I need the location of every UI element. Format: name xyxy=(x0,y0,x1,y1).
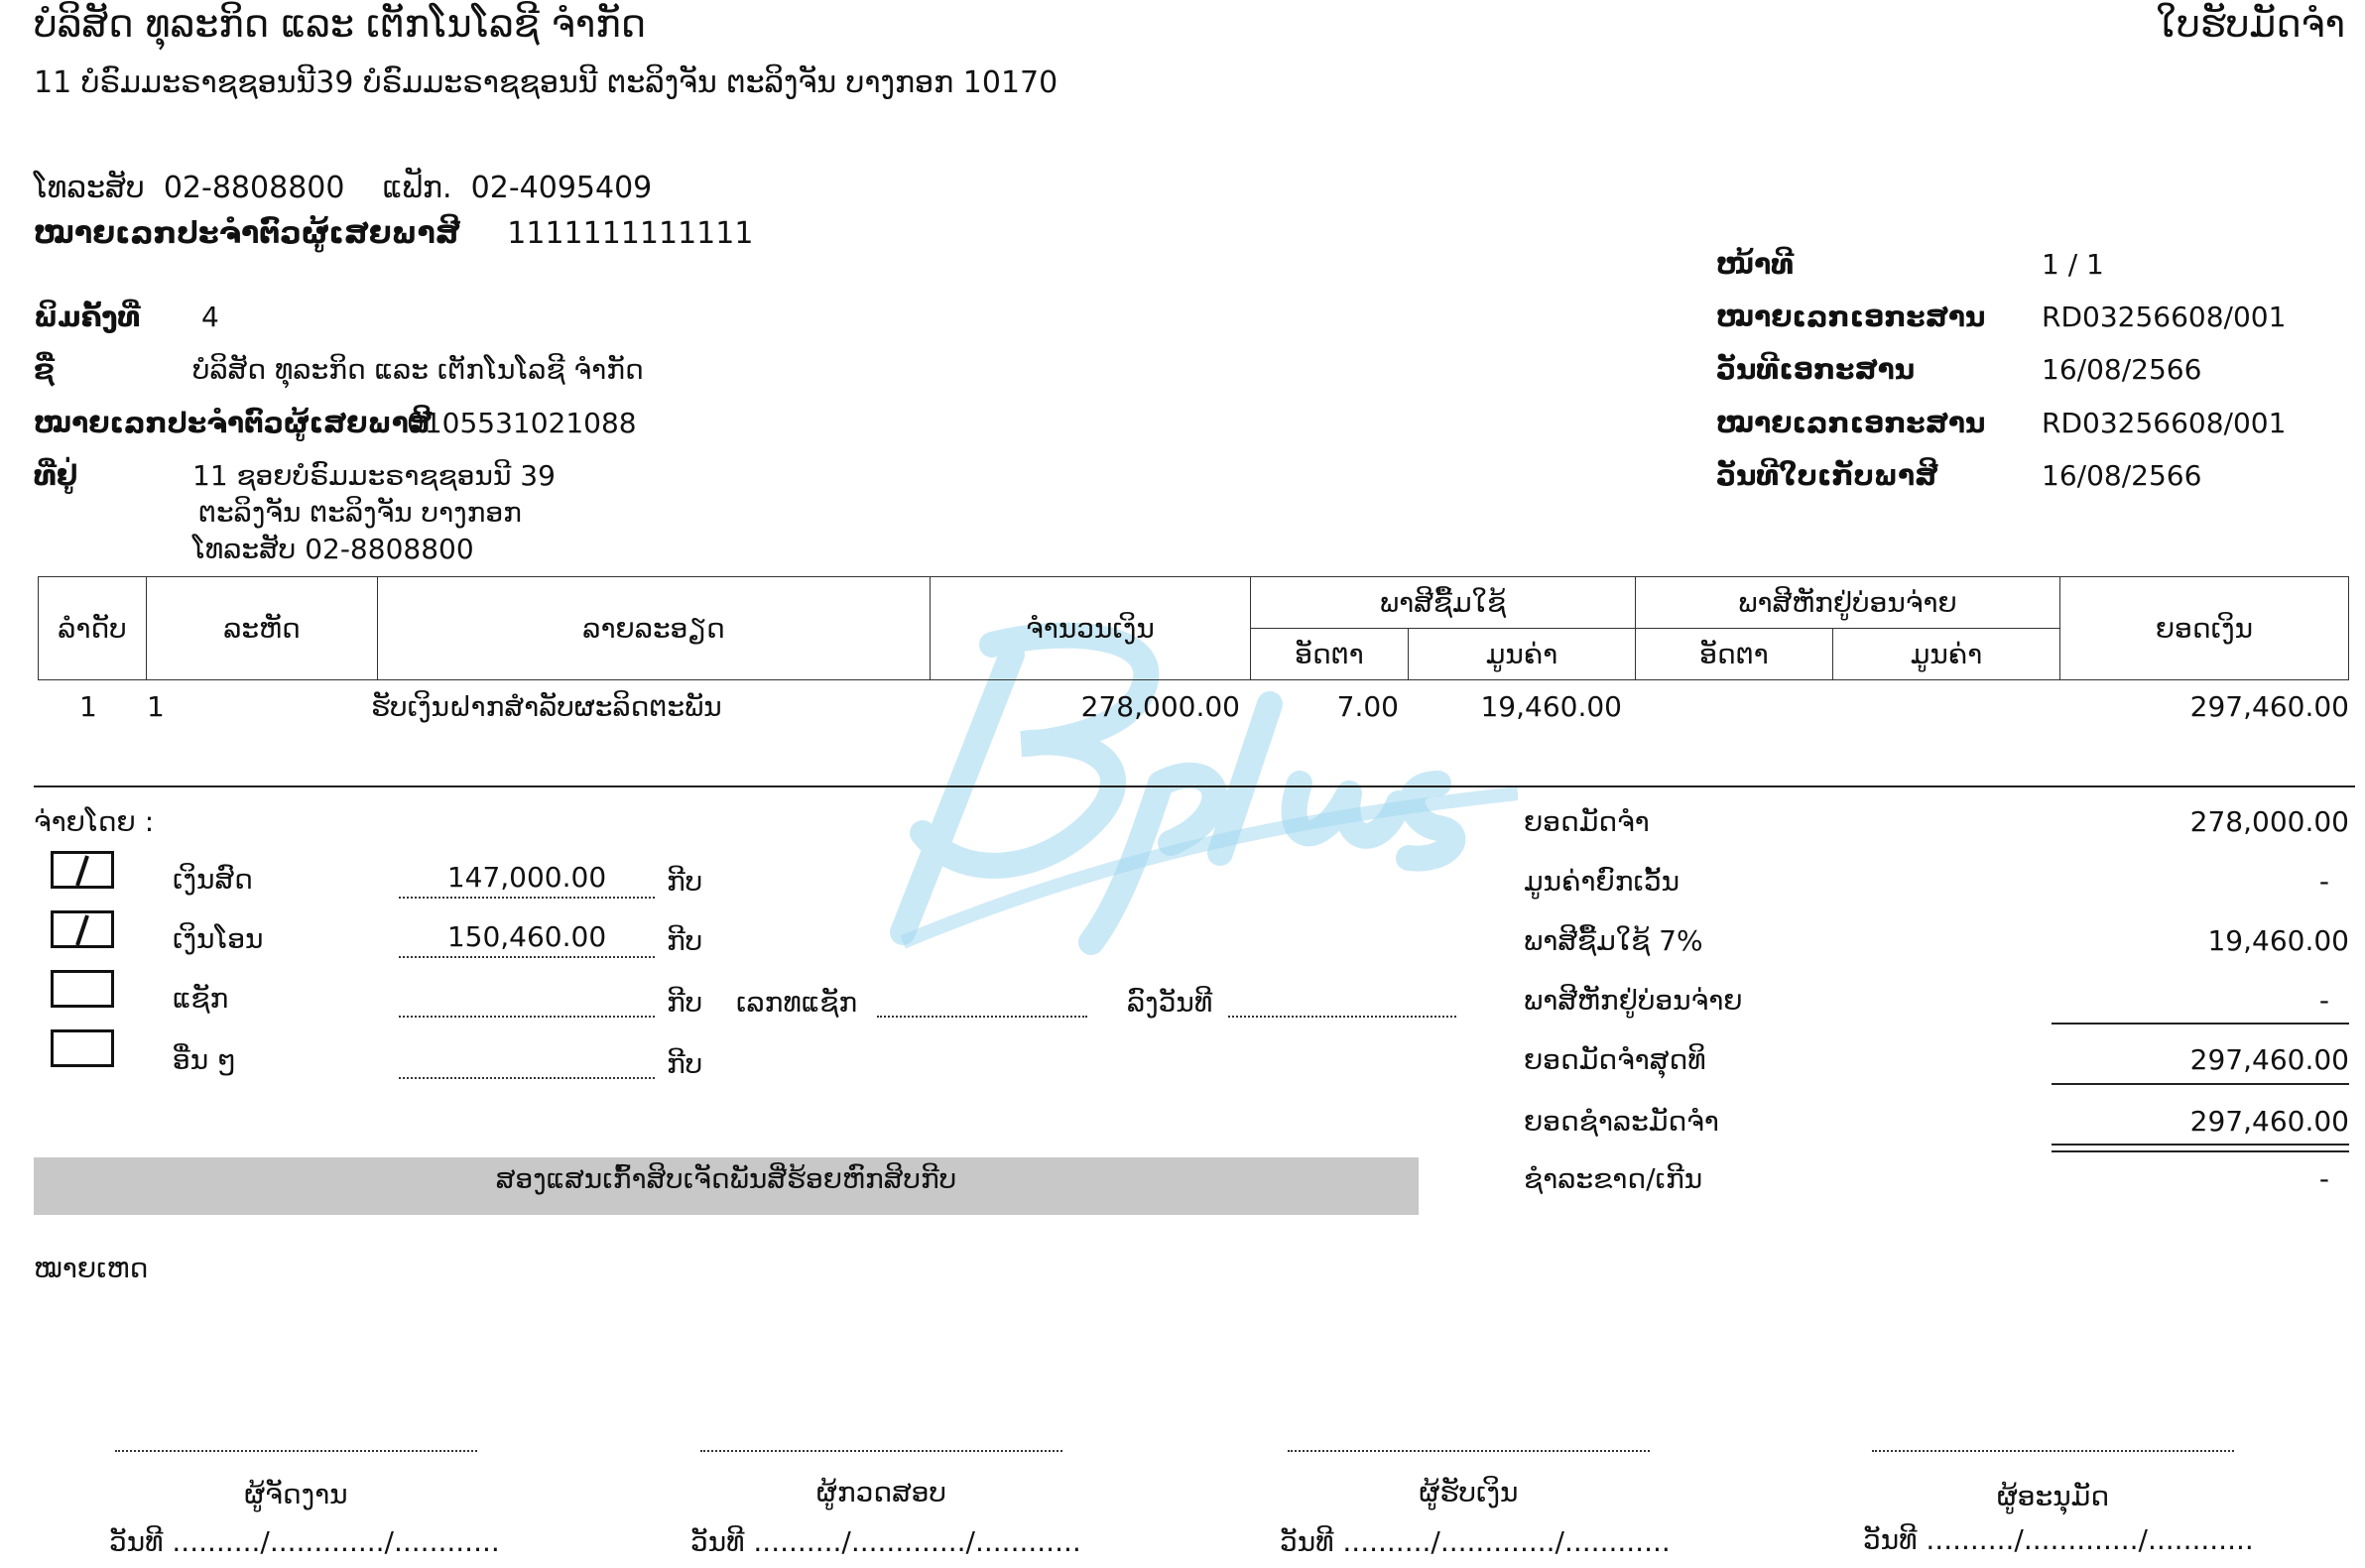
summary-double-underline-bottom xyxy=(2052,1150,2349,1152)
cheque-number-label: ເລກທແຊັກ xyxy=(736,986,858,1019)
row-amount: 278,000.00 xyxy=(1080,690,1240,723)
company-phone-line xyxy=(34,171,652,205)
row-vat-rate: 7.00 xyxy=(1336,690,1399,723)
docdate-label: ວັນທີເອກະສານ xyxy=(1716,353,1916,386)
docno-value: RD03256608/001 xyxy=(2042,301,2287,333)
other-currency: ກີບ xyxy=(667,1047,703,1080)
signature-role-preparer: ຜູ້ຈັດງານ xyxy=(244,1478,348,1510)
company-name: ບໍລິສັດ ທຸລະກິດ ແລະ ເຕັກໂນໂລຊີ ຈຳກັດ xyxy=(34,2,647,46)
net-deposit-value: 297,460.00 xyxy=(2189,1043,2349,1076)
other-checkbox[interactable] xyxy=(51,1029,114,1067)
col-vat-rate-header: ອັດຕາ xyxy=(1251,629,1409,680)
transfer-dotted-line xyxy=(399,956,655,958)
customer-address-label: ທີ່ຢູ່ xyxy=(34,459,78,492)
phone-value: 02-8808800 xyxy=(163,171,345,205)
cheque-number-dotted-line xyxy=(877,1016,1087,1018)
print-count-value: 4 xyxy=(201,301,219,333)
items-table xyxy=(38,576,2349,680)
signature-line-receiver xyxy=(1288,1450,1650,1452)
amount-in-words: ສອງແສນເກົ້າສິບເຈັດພັນສີ່ຮ້ອຍຫົກສິບກີບ xyxy=(495,1162,957,1195)
deposit-label: ຍອດມັດຈຳ xyxy=(1524,805,1650,838)
customer-address-line2: ຕະລິງຈັນ ຕະລິງຈັນ ບາງກອກ xyxy=(198,496,522,529)
print-count-label: ພິມຄັ້ງທີ່ xyxy=(34,301,141,333)
summary-double-underline-top xyxy=(2052,1144,2349,1146)
signature-date-checker: ວັນທີ ........../............./............ xyxy=(690,1525,1081,1558)
signature-date-receiver: ວັນທີ ........../............./............ xyxy=(1280,1525,1671,1558)
company-tax-line xyxy=(34,216,753,251)
cheque-amount-dotted-line xyxy=(399,1016,655,1018)
col-amount-header: ຈຳນວນເງິນ xyxy=(931,577,1251,680)
docno2-value: RD03256608/001 xyxy=(2042,407,2287,439)
row-seq: 1 xyxy=(79,690,97,723)
summary-underline-2 xyxy=(2052,1083,2349,1085)
taxdate-label: ວັນທີໃບເກັບພາສີ xyxy=(1716,459,1938,492)
signature-role-receiver: ຜູ້ຮັບເງິນ xyxy=(1419,1476,1519,1508)
docno-label: ໝາຍເລກເອກະສານ xyxy=(1716,301,1986,333)
cheque-date-label: ລົງວັນທີ xyxy=(1127,986,1213,1019)
col-code-header: ລະຫັດ xyxy=(147,577,378,680)
page-label: ໜ້າທີ xyxy=(1716,248,1795,281)
col-vat-header: ພາສີຊື້ມໃຊ້ xyxy=(1251,577,1636,629)
company-tax-label: ໝາຍເລກປະຈຳຕົວຜູ້ເສຍພາສີ xyxy=(34,216,460,251)
company-address: 11 ບໍຣົມມະຣາຊຊອນນີ39 ບໍຣົມມະຣາຊຊອນນີ ຕະລິງຈັນ ຕະລິງຈັນ ບາງກອກ 10170 xyxy=(34,65,1058,100)
transfer-checkbox[interactable] xyxy=(51,910,114,948)
other-label: ອື່ນ ໆ xyxy=(173,1043,236,1076)
vat-summary-value: 19,460.00 xyxy=(2207,924,2349,957)
cash-currency: ກີບ xyxy=(667,865,703,898)
taxdate-value: 16/08/2566 xyxy=(2042,459,2202,492)
table-end-divider xyxy=(34,785,2355,787)
signature-date-approver: ວັນທີ ........../............./............ xyxy=(1863,1523,2254,1556)
vat-summary-label: ພາສີຊື້ມໃຊ້ 7% xyxy=(1524,924,1703,957)
summary-underline-1 xyxy=(2052,1023,2349,1025)
cash-checkbox[interactable] xyxy=(51,851,114,889)
table-header-row-1 xyxy=(39,577,2349,629)
other-amount-dotted-line xyxy=(399,1077,655,1079)
paid-deposit-value: 297,460.00 xyxy=(2189,1105,2349,1138)
col-total-header: ຍອດເງິນ xyxy=(2060,577,2349,680)
customer-address-line3: ໂທລະສັບ 02-8808800 xyxy=(192,533,474,565)
fax-value: 02-4095409 xyxy=(470,171,653,205)
transfer-amount: 150,460.00 xyxy=(446,920,607,953)
transfer-label: ເງິນໂອນ xyxy=(173,922,264,955)
fax-label: ແຟັກ. xyxy=(382,171,452,205)
customer-name-label: ຊື່ xyxy=(34,353,55,386)
signature-role-checker: ຜູ້ກວດສອບ xyxy=(816,1476,946,1508)
cheque-label: ແຊັກ xyxy=(173,982,229,1015)
shortfall-excess-label: ຊຳລະຂາດ/ເກີນ xyxy=(1524,1162,1703,1195)
deposit-value: 278,000.00 xyxy=(2189,805,2349,838)
check-mark-icon xyxy=(54,854,111,886)
col-seq-header: ລຳດັບ xyxy=(39,577,147,680)
customer-address-line1: 11 ຊອຍບໍຣົມມະຣາຊຊອນນີ 39 xyxy=(192,459,556,492)
remarks-label: ໝາຍເຫດ xyxy=(34,1252,149,1284)
col-wht-value-header: ມູນຄ່າ xyxy=(1833,629,2060,680)
shortfall-excess-value: - xyxy=(2318,1162,2329,1195)
col-vat-value-header: ມູນຄ່າ xyxy=(1409,629,1636,680)
cheque-currency: ກີບ xyxy=(667,986,703,1019)
transfer-currency: ກີບ xyxy=(667,924,703,957)
cheque-checkbox[interactable] xyxy=(51,970,114,1008)
col-desc-header: ລາຍລະອຽດ xyxy=(378,577,931,680)
docdate-value: 16/08/2566 xyxy=(2042,353,2202,386)
customer-tax-label: ໝາຍເລກປະຈຳຕົວຜູ້ເສຍພາສີ xyxy=(34,407,432,439)
col-wht-header: ພາສີຫັກຢູ່ບ່ອນຈ່າຍ xyxy=(1636,577,2060,629)
signature-role-approver: ຜູ້ອະນຸມັດ xyxy=(1996,1480,2110,1512)
row-total: 297,460.00 xyxy=(2189,690,2349,723)
document-title: ໃບຮັບມັດຈຳ xyxy=(2156,2,2345,46)
signature-date-preparer: ວັນທີ ........../............./............ xyxy=(109,1525,500,1558)
wht-summary-value: - xyxy=(2318,984,2329,1017)
wht-summary-label: ພາສີຫັກຢູ່ບ່ອນຈ່າຍ xyxy=(1524,984,1743,1017)
row-code: 1 xyxy=(147,690,165,723)
company-tax-value: 1111111111111 xyxy=(507,216,754,251)
page-value: 1 / 1 xyxy=(2042,248,2104,281)
customer-tax-value: 0105531021088 xyxy=(407,407,637,439)
customer-name-value: ບໍລິສັດ ທຸລະກິດ ແລະ ເຕັກໂນໂລຊີ ຈຳກັດ xyxy=(192,353,644,386)
cash-amount: 147,000.00 xyxy=(446,861,607,894)
signature-line-checker xyxy=(700,1450,1062,1452)
signature-line-preparer xyxy=(115,1450,477,1452)
paid-by-label: ຈ່າຍໂດຍ : xyxy=(34,805,155,838)
row-vat-value: 19,460.00 xyxy=(1480,690,1622,723)
row-desc: ຮັບເງິນຝາກສຳລັບຜະລິດຕະພັນ xyxy=(371,690,722,723)
exempt-label: ມູນຄ່າຍົກເວັ້ນ xyxy=(1524,865,1680,898)
cash-dotted-line xyxy=(399,897,655,899)
paid-deposit-label: ຍອດຊຳລະມັດຈຳ xyxy=(1524,1105,1719,1138)
col-wht-rate-header: ອັດຕາ xyxy=(1636,629,1833,680)
net-deposit-label: ຍອດມັດຈຳສຸດທິ xyxy=(1524,1043,1706,1076)
exempt-value: - xyxy=(2318,865,2329,898)
signature-line-approver xyxy=(1872,1450,2234,1452)
phone-label: ໂທລະສັບ xyxy=(34,171,145,205)
cheque-date-dotted-line xyxy=(1228,1016,1456,1018)
docno2-label: ໝາຍເລກເອກະສານ xyxy=(1716,407,1986,439)
cash-label: ເງິນສົດ xyxy=(173,863,253,896)
check-mark-icon xyxy=(54,913,111,945)
